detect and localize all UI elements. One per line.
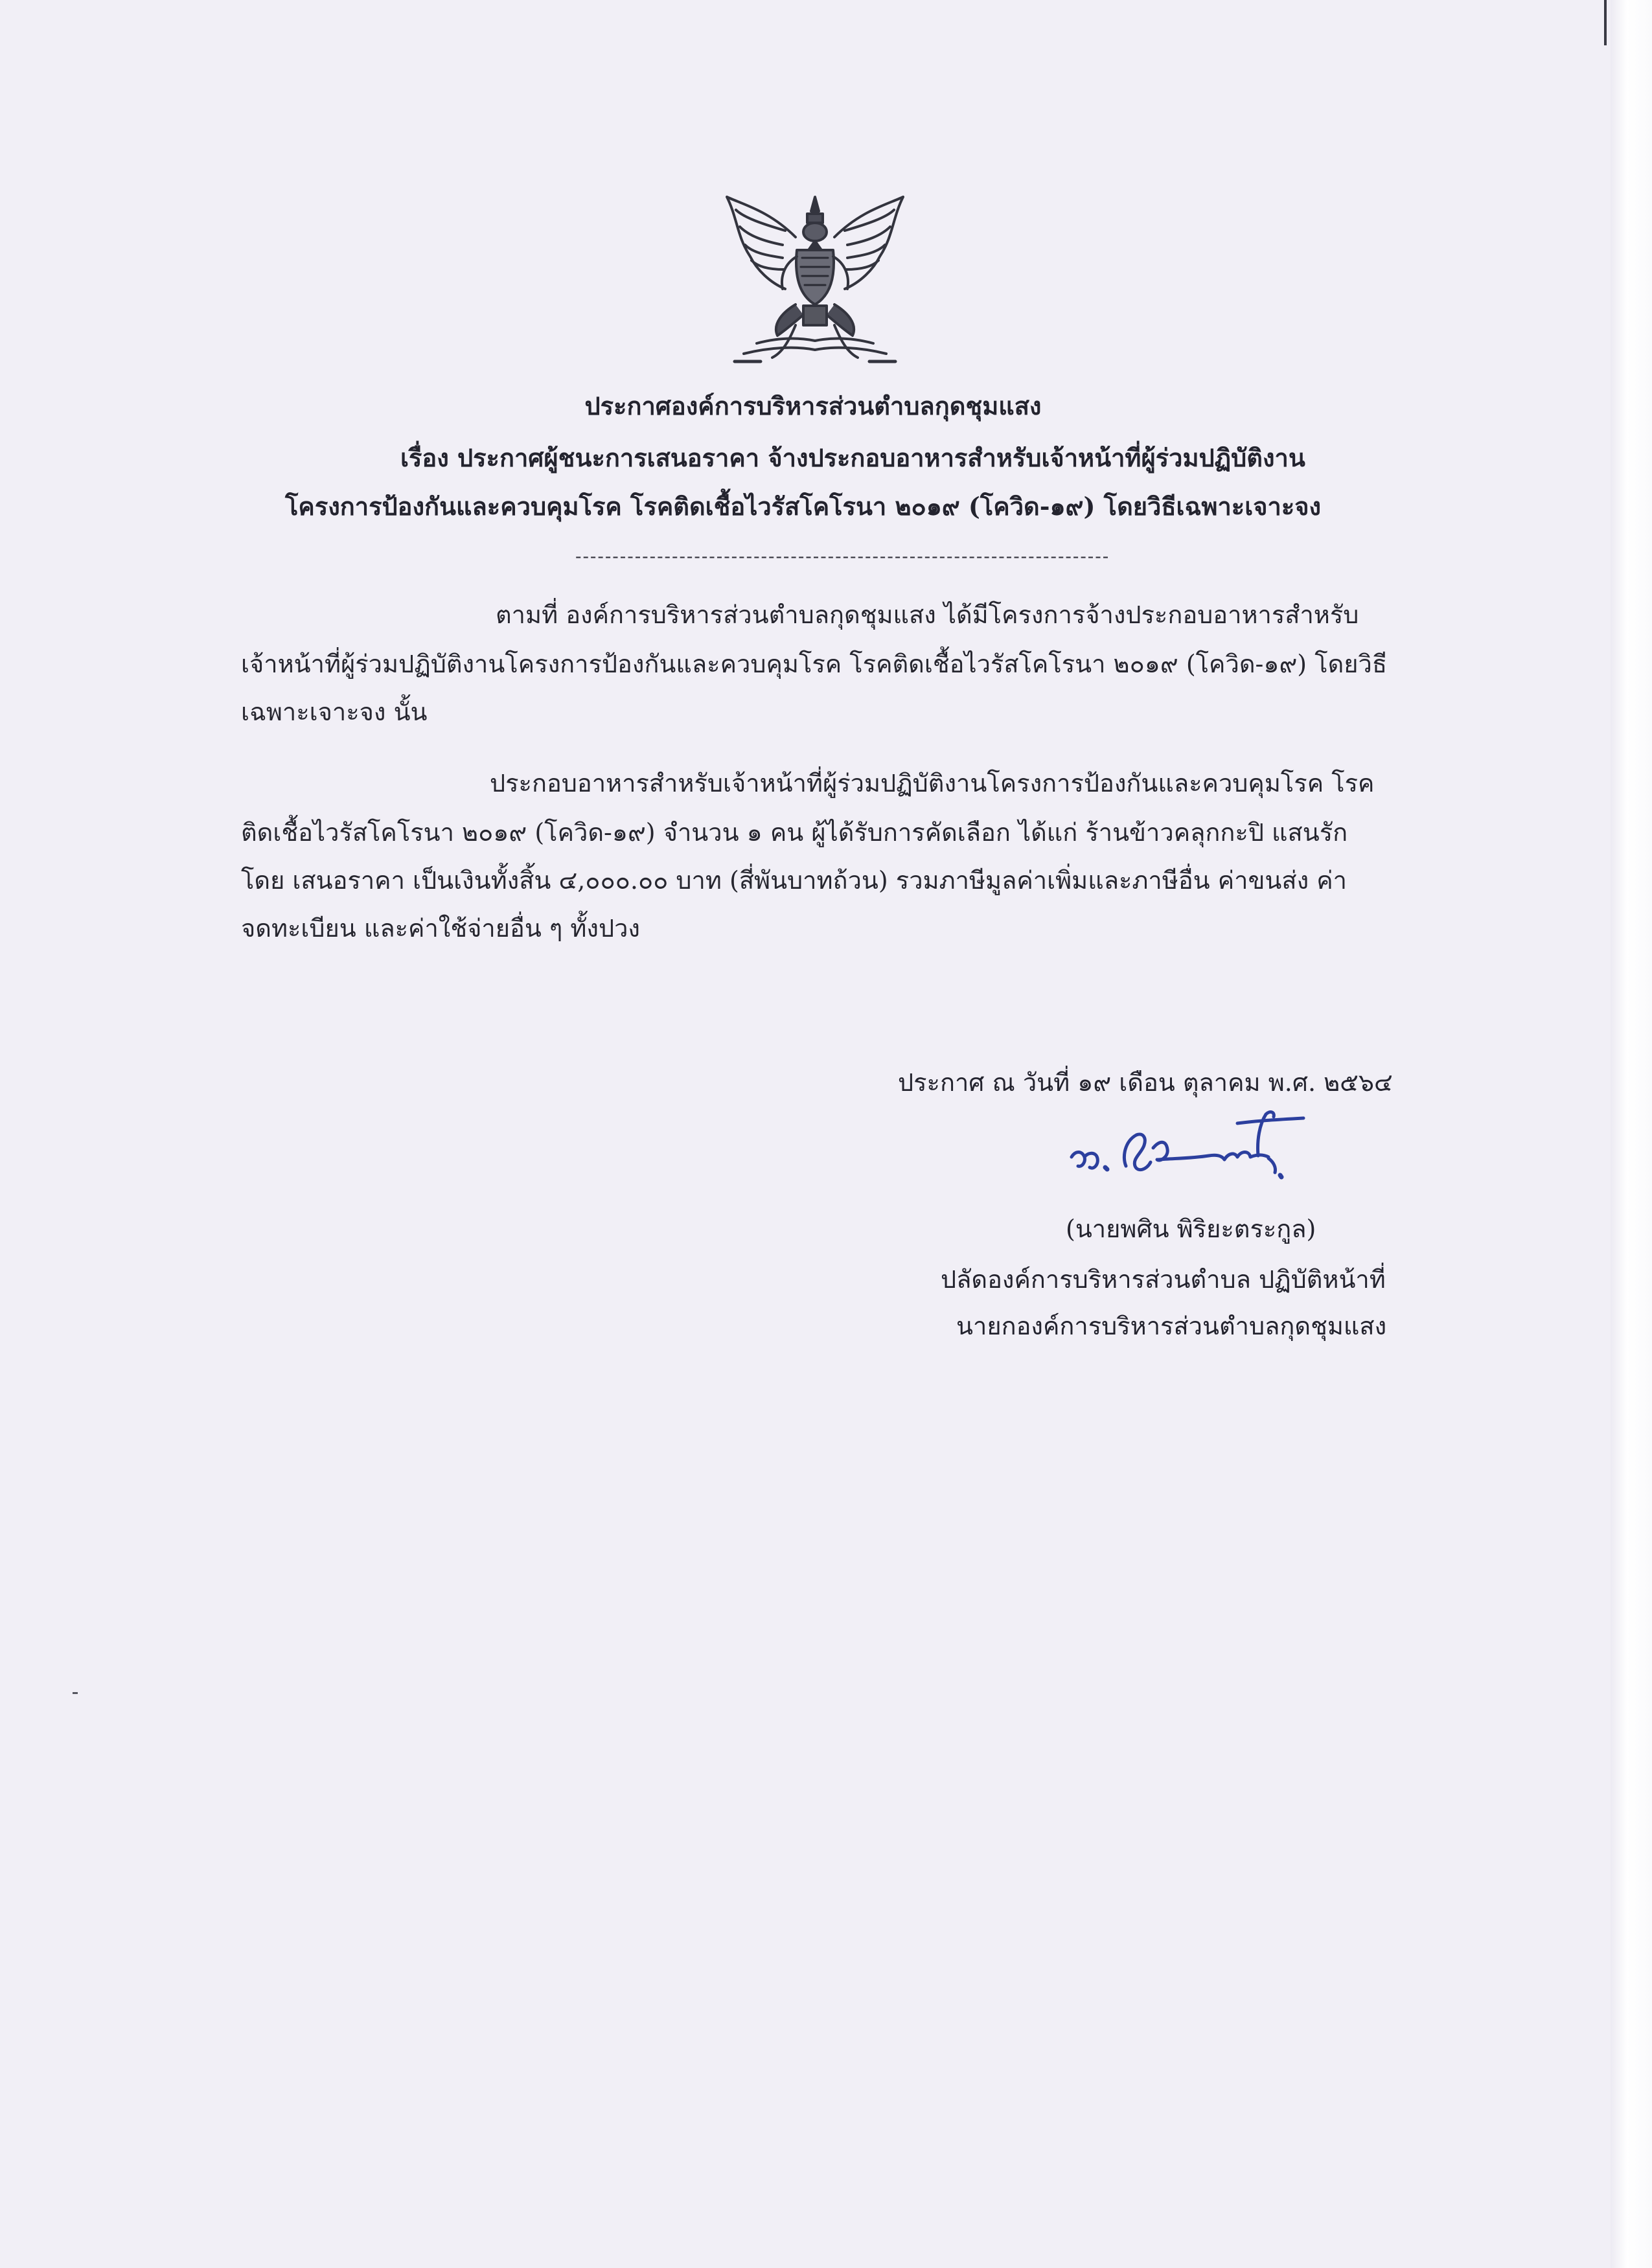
announcement-project: โครงการป้องกันและควบคุมโรค โรคติดเชื้อไวรัสโคโรนา ๒๐๑๙ (โควิด-๑๙) โดยวิธีเฉพาะเจาะจง <box>285 492 1322 521</box>
signatory-name: (นายพศิน พิริยะตระกูล) <box>1066 1215 1316 1243</box>
signatory-acting-position: นายกองค์การบริหารส่วนตำบลกุดชุมแสง <box>956 1312 1387 1340</box>
signatory-position: ปลัดองค์การบริหารส่วนตำบล ปฏิบัติหน้าที่ <box>941 1265 1386 1294</box>
scan-artifact-line <box>1604 0 1607 45</box>
paragraph2-line3: โดย เสนอราคา เป็นเงินทั้งสิ้น ๔,๐๐๐.๐๐ บาท (สี่พันบาทถ้วน) รวมภาษีมูลค่าเพิ่มและภาษีอื่น ค่าขนส่ง ค่า <box>241 866 1347 895</box>
scan-speck <box>73 1692 78 1694</box>
garuda-emblem-icon <box>718 185 912 373</box>
paragraph2-line1: ประกอบอาหารสำหรับเจ้าหน้าที่ผู้ร่วมปฏิบัติงานโครงการป้องกันและควบคุมโรค โรค <box>490 769 1375 797</box>
paragraph1-line2: เจ้าหน้าที่ผู้ร่วมปฏิบัติงานโครงการป้องกันและควบคุมโรค โรคติดเชื้อไวรัสโคโรนา ๒๐๑๙ (โควิด-๑๙) โดยวิธี <box>241 650 1388 678</box>
paragraph2-line2: ติดเชื้อไวรัสโคโรนา ๒๐๑๙ (โควิด-๑๙) จำนวน ๑ คน ผู้ได้รับการคัดเลือก ได้แก่ ร้านข้าวคลุกกะปิ แสนรัก <box>241 818 1348 847</box>
scan-edge <box>1611 0 1652 2268</box>
announcement-date: ประกาศ ณ วันที่ ๑๙ เดือน ตุลาคม พ.ศ. ๒๕๖๔ <box>898 1068 1393 1097</box>
paragraph1-line1: ตามที่ องค์การบริหารส่วนตำบลกุดชุมแสง ได้มีโครงการจ้างประกอบอาหารสำหรับ <box>496 601 1359 629</box>
announcement-title: ประกาศองค์การบริหารส่วนตำบลกุดชุมแสง <box>584 391 1042 420</box>
handwritten-signature <box>1062 1095 1335 1198</box>
paragraph1-line3: เฉพาะเจาะจง นั้น <box>241 698 428 726</box>
paragraph2-line4: จดทะเบียน และค่าใช้จ่ายอื่น ๆ ทั้งปวง <box>241 914 640 943</box>
header-separator: ------------------------------------------------------------------------ <box>575 545 1110 567</box>
announcement-subject: เรื่อง ประกาศผู้ชนะการเสนอราคา จ้างประกอบอาหารสำหรับเจ้าหน้าที่ผู้ร่วมปฏิบัติงาน <box>400 443 1305 472</box>
